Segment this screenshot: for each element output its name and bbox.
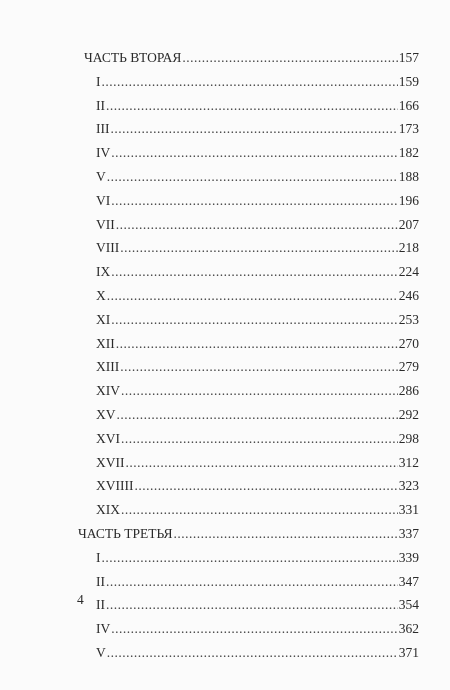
toc-entry-label: IV [96,621,111,637]
toc-entry-label: XIII [96,359,120,375]
dot-leader [121,427,398,451]
toc-chapter-entry [78,546,419,570]
toc-entry-page: 371 [398,644,419,660]
toc-chapter-entry [78,570,419,594]
toc-entry-page: 196 [398,192,419,208]
toc-chapter-entry [78,474,419,498]
toc-entry-page: 246 [398,287,419,303]
toc-chapter-entry [78,260,419,284]
dot-leader [117,403,398,427]
toc-chapter-entry [78,332,419,356]
dot-leader [107,165,398,189]
toc-chapter-entry [78,379,419,403]
toc-entry-label: X [96,287,106,303]
toc-entry-label: III [96,121,110,137]
toc-entry-page: 159 [398,73,419,89]
toc-entry-label: I [96,73,101,89]
toc-entry-page: 182 [398,145,419,161]
toc-entry-page: 286 [398,383,419,399]
dot-leader [111,260,398,284]
toc-part-entry [78,522,419,546]
dot-leader [174,522,398,546]
toc-entry-page: 339 [398,549,419,565]
toc-chapter-entry [78,189,419,213]
toc-entry-label: ЧАСТЬ ВТОРАЯ [84,50,182,65]
toc-part-entry [78,46,419,70]
toc-chapter-entry [78,308,419,332]
toc-entry-page: 224 [398,264,419,280]
toc-entry-page: 253 [398,311,419,327]
toc-chapter-entry [78,498,419,522]
dot-leader [111,141,398,165]
toc-entry-label: IX [96,264,111,280]
dot-leader [116,213,398,237]
toc-entry-page: 166 [398,97,419,113]
toc-entry-label: XV [96,406,116,422]
toc-chapter-entry [78,117,419,141]
toc-chapter-entry [78,641,419,665]
toc-entry-label: VI [96,192,111,208]
toc-entry-label: ЧАСТЬ ТРЕТЬЯ [78,525,173,541]
dot-leader [111,617,398,641]
toc-entry-label: II [96,97,105,113]
page-number: 4 [77,592,84,607]
dot-leader [111,117,398,141]
toc-entry-page: 292 [398,406,419,422]
toc-entry-page: 354 [398,597,419,613]
toc-entry-label: II [96,573,105,589]
toc-entry-label: V [96,644,106,660]
toc-entry-label: XII [96,335,115,351]
toc-entry-label: I [96,549,101,565]
toc-entry-label: XIV [96,383,120,399]
toc-chapter-entry [78,355,419,379]
toc-entry-page: 270 [398,335,419,351]
toc-chapter-entry [78,70,419,94]
toc-entry-page: 188 [398,168,419,184]
toc-chapter-entry [78,236,419,260]
dot-leader [107,284,398,308]
toc-entry-label: XVIIII [96,478,134,494]
dot-leader [102,546,398,570]
dot-leader [134,474,397,498]
toc-chapter-entry [78,165,419,189]
toc-entry-page: 323 [398,478,419,494]
toc-chapter-entry [78,427,419,451]
toc-entry-page: 337 [398,525,419,541]
toc-entry-page: 298 [398,430,419,446]
toc-chapter-entry [78,451,419,475]
dot-leader [111,308,398,332]
toc-entry-label: VIII [96,240,120,256]
toc-entry-page: 218 [398,240,419,256]
toc-entry-page: 157 [398,50,419,65]
toc-entry-label: IV [96,145,111,161]
toc-entry-page: 331 [398,502,419,518]
toc-chapter-entry [78,94,419,118]
toc-chapter-entry [78,403,419,427]
dot-leader [120,236,398,260]
toc-entry-label: XVII [96,454,125,470]
dot-leader [121,498,398,522]
toc-chapter-entry [78,141,419,165]
table-of-contents [78,46,419,665]
toc-entry-page: 279 [398,359,419,375]
toc-entry-page: 173 [398,121,419,137]
toc-entry-page: 207 [398,216,419,232]
dot-leader [182,46,397,70]
toc-entry-label: XVI [96,430,120,446]
toc-entry-label: XIX [96,502,120,518]
toc-entry-page: 347 [398,573,419,589]
toc-entry-label: V [96,168,106,184]
toc-chapter-entry [78,593,419,617]
toc-entry-label: VII [96,216,115,232]
dot-leader [106,570,398,594]
dot-leader [102,70,398,94]
dot-leader [120,355,398,379]
dot-leader [111,189,398,213]
dot-leader [107,641,398,665]
dot-leader [126,451,398,475]
dot-leader [116,332,398,356]
toc-entry-page: 362 [398,621,419,637]
toc-chapter-entry [78,284,419,308]
toc-entry-page: 312 [398,454,419,470]
toc-chapter-entry [78,213,419,237]
toc-entry-label: XI [96,311,111,327]
toc-chapter-entry [78,617,419,641]
dot-leader [106,593,398,617]
dot-leader [106,94,398,118]
toc-entry-label: II [96,597,105,613]
dot-leader [121,379,398,403]
